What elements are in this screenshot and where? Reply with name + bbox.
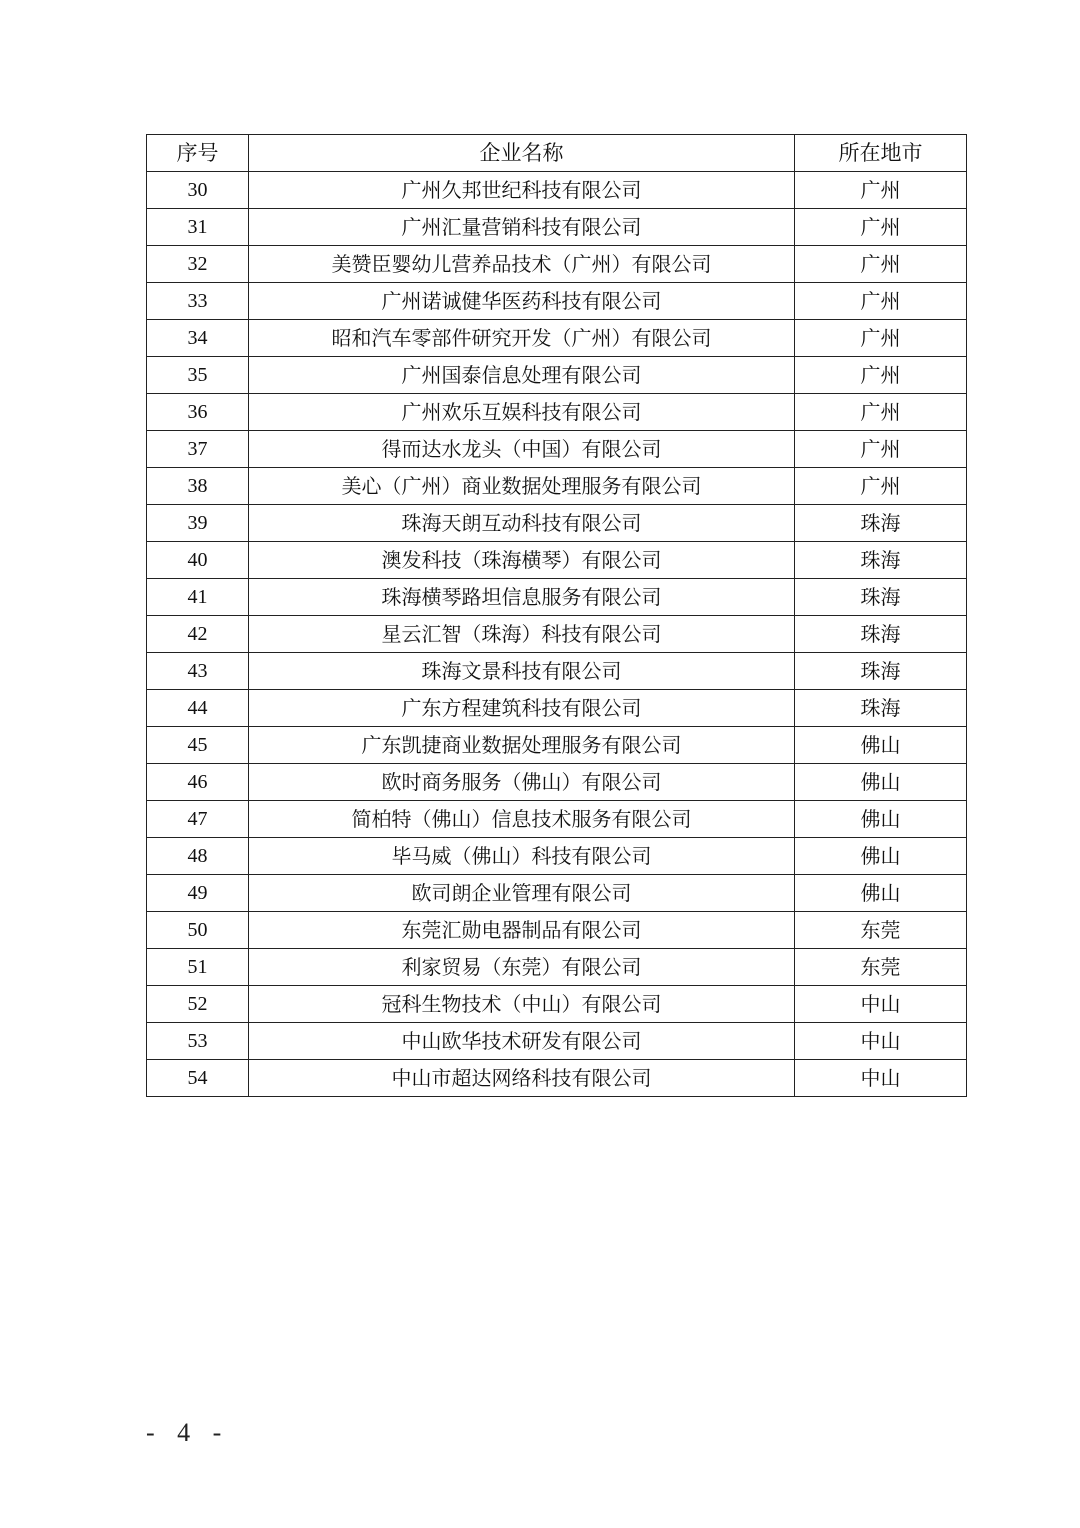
row-index: 35	[147, 357, 249, 394]
company-table	[146, 134, 967, 1097]
row-city: 佛山	[795, 764, 967, 801]
row-index: 47	[147, 801, 249, 838]
row-company-name: 昭和汽车零部件研究开发（广州）有限公司	[249, 320, 795, 357]
row-city: 广州	[795, 209, 967, 246]
row-company-name: 欧司朗企业管理有限公司	[249, 875, 795, 912]
row-city: 广州	[795, 320, 967, 357]
row-city: 珠海	[795, 653, 967, 690]
row-city: 中山	[795, 986, 967, 1023]
row-index: 54	[147, 1060, 249, 1097]
table-row	[147, 1060, 967, 1097]
table-row	[147, 283, 967, 320]
row-city: 广州	[795, 283, 967, 320]
row-company-name: 冠科生物技术（中山）有限公司	[249, 986, 795, 1023]
row-company-name: 利家贸易（东莞）有限公司	[249, 949, 795, 986]
table-row	[147, 838, 967, 875]
row-city: 广州	[795, 431, 967, 468]
row-company-name: 广州诺诚健华医药科技有限公司	[249, 283, 795, 320]
row-company-name: 广东凯捷商业数据处理服务有限公司	[249, 727, 795, 764]
row-index: 32	[147, 246, 249, 283]
table-row	[147, 431, 967, 468]
row-company-name: 欧时商务服务（佛山）有限公司	[249, 764, 795, 801]
row-index: 42	[147, 616, 249, 653]
row-index: 43	[147, 653, 249, 690]
row-company-name: 中山市超达网络科技有限公司	[249, 1060, 795, 1097]
table-row	[147, 949, 967, 986]
row-city: 广州	[795, 246, 967, 283]
row-city: 珠海	[795, 690, 967, 727]
row-company-name: 珠海天朗互动科技有限公司	[249, 505, 795, 542]
row-company-name: 珠海横琴路坦信息服务有限公司	[249, 579, 795, 616]
table-row	[147, 1023, 967, 1060]
table-row	[147, 727, 967, 764]
table-row	[147, 468, 967, 505]
table-row	[147, 542, 967, 579]
row-company-name: 广州汇量营销科技有限公司	[249, 209, 795, 246]
row-company-name: 广东方程建筑科技有限公司	[249, 690, 795, 727]
row-index: 37	[147, 431, 249, 468]
table-row	[147, 394, 967, 431]
row-index: 45	[147, 727, 249, 764]
header-index: 序号	[147, 135, 249, 172]
row-index: 36	[147, 394, 249, 431]
row-city: 中山	[795, 1023, 967, 1060]
table-header	[147, 135, 967, 172]
row-index: 34	[147, 320, 249, 357]
table-row	[147, 912, 967, 949]
row-city: 珠海	[795, 505, 967, 542]
table-row	[147, 616, 967, 653]
row-company-name: 美心（广州）商业数据处理服务有限公司	[249, 468, 795, 505]
row-index: 53	[147, 1023, 249, 1060]
row-city: 佛山	[795, 727, 967, 764]
row-index: 33	[147, 283, 249, 320]
table-row	[147, 320, 967, 357]
row-company-name: 毕马威（佛山）科技有限公司	[249, 838, 795, 875]
row-company-name: 中山欧华技术研发有限公司	[249, 1023, 795, 1060]
row-city: 中山	[795, 1060, 967, 1097]
row-company-name: 星云汇智（珠海）科技有限公司	[249, 616, 795, 653]
row-company-name: 广州国泰信息处理有限公司	[249, 357, 795, 394]
table-row	[147, 801, 967, 838]
table-row	[147, 986, 967, 1023]
page-number: - 4 -	[146, 1418, 230, 1447]
row-index: 30	[147, 172, 249, 209]
row-index: 50	[147, 912, 249, 949]
row-city: 广州	[795, 172, 967, 209]
row-city: 珠海	[795, 542, 967, 579]
row-company-name: 澳发科技（珠海横琴）有限公司	[249, 542, 795, 579]
row-city: 佛山	[795, 875, 967, 912]
table-row	[147, 764, 967, 801]
table-body	[147, 172, 967, 1097]
header-company-name: 企业名称	[249, 135, 795, 172]
table-row	[147, 875, 967, 912]
row-index: 48	[147, 838, 249, 875]
header-row	[147, 135, 967, 172]
row-index: 44	[147, 690, 249, 727]
row-index: 40	[147, 542, 249, 579]
row-city: 东莞	[795, 912, 967, 949]
row-city: 佛山	[795, 801, 967, 838]
row-city: 珠海	[795, 616, 967, 653]
row-city: 佛山	[795, 838, 967, 875]
table-row	[147, 209, 967, 246]
row-city: 广州	[795, 468, 967, 505]
row-index: 41	[147, 579, 249, 616]
table-row	[147, 653, 967, 690]
row-company-name: 广州欢乐互娱科技有限公司	[249, 394, 795, 431]
row-index: 51	[147, 949, 249, 986]
row-city: 广州	[795, 394, 967, 431]
row-index: 52	[147, 986, 249, 1023]
row-index: 38	[147, 468, 249, 505]
table-row	[147, 246, 967, 283]
row-company-name: 美赞臣婴幼儿营养品技术（广州）有限公司	[249, 246, 795, 283]
table-row	[147, 172, 967, 209]
row-company-name: 得而达水龙头（中国）有限公司	[249, 431, 795, 468]
row-city: 东莞	[795, 949, 967, 986]
row-city: 广州	[795, 357, 967, 394]
row-index: 46	[147, 764, 249, 801]
table-row	[147, 690, 967, 727]
row-city: 珠海	[795, 579, 967, 616]
row-company-name: 东莞汇勋电器制品有限公司	[249, 912, 795, 949]
table-row	[147, 579, 967, 616]
row-company-name: 珠海文景科技有限公司	[249, 653, 795, 690]
table-row	[147, 505, 967, 542]
row-company-name: 简柏特（佛山）信息技术服务有限公司	[249, 801, 795, 838]
header-city: 所在地市	[795, 135, 967, 172]
row-index: 49	[147, 875, 249, 912]
table-row	[147, 357, 967, 394]
row-index: 31	[147, 209, 249, 246]
row-index: 39	[147, 505, 249, 542]
row-company-name: 广州久邦世纪科技有限公司	[249, 172, 795, 209]
